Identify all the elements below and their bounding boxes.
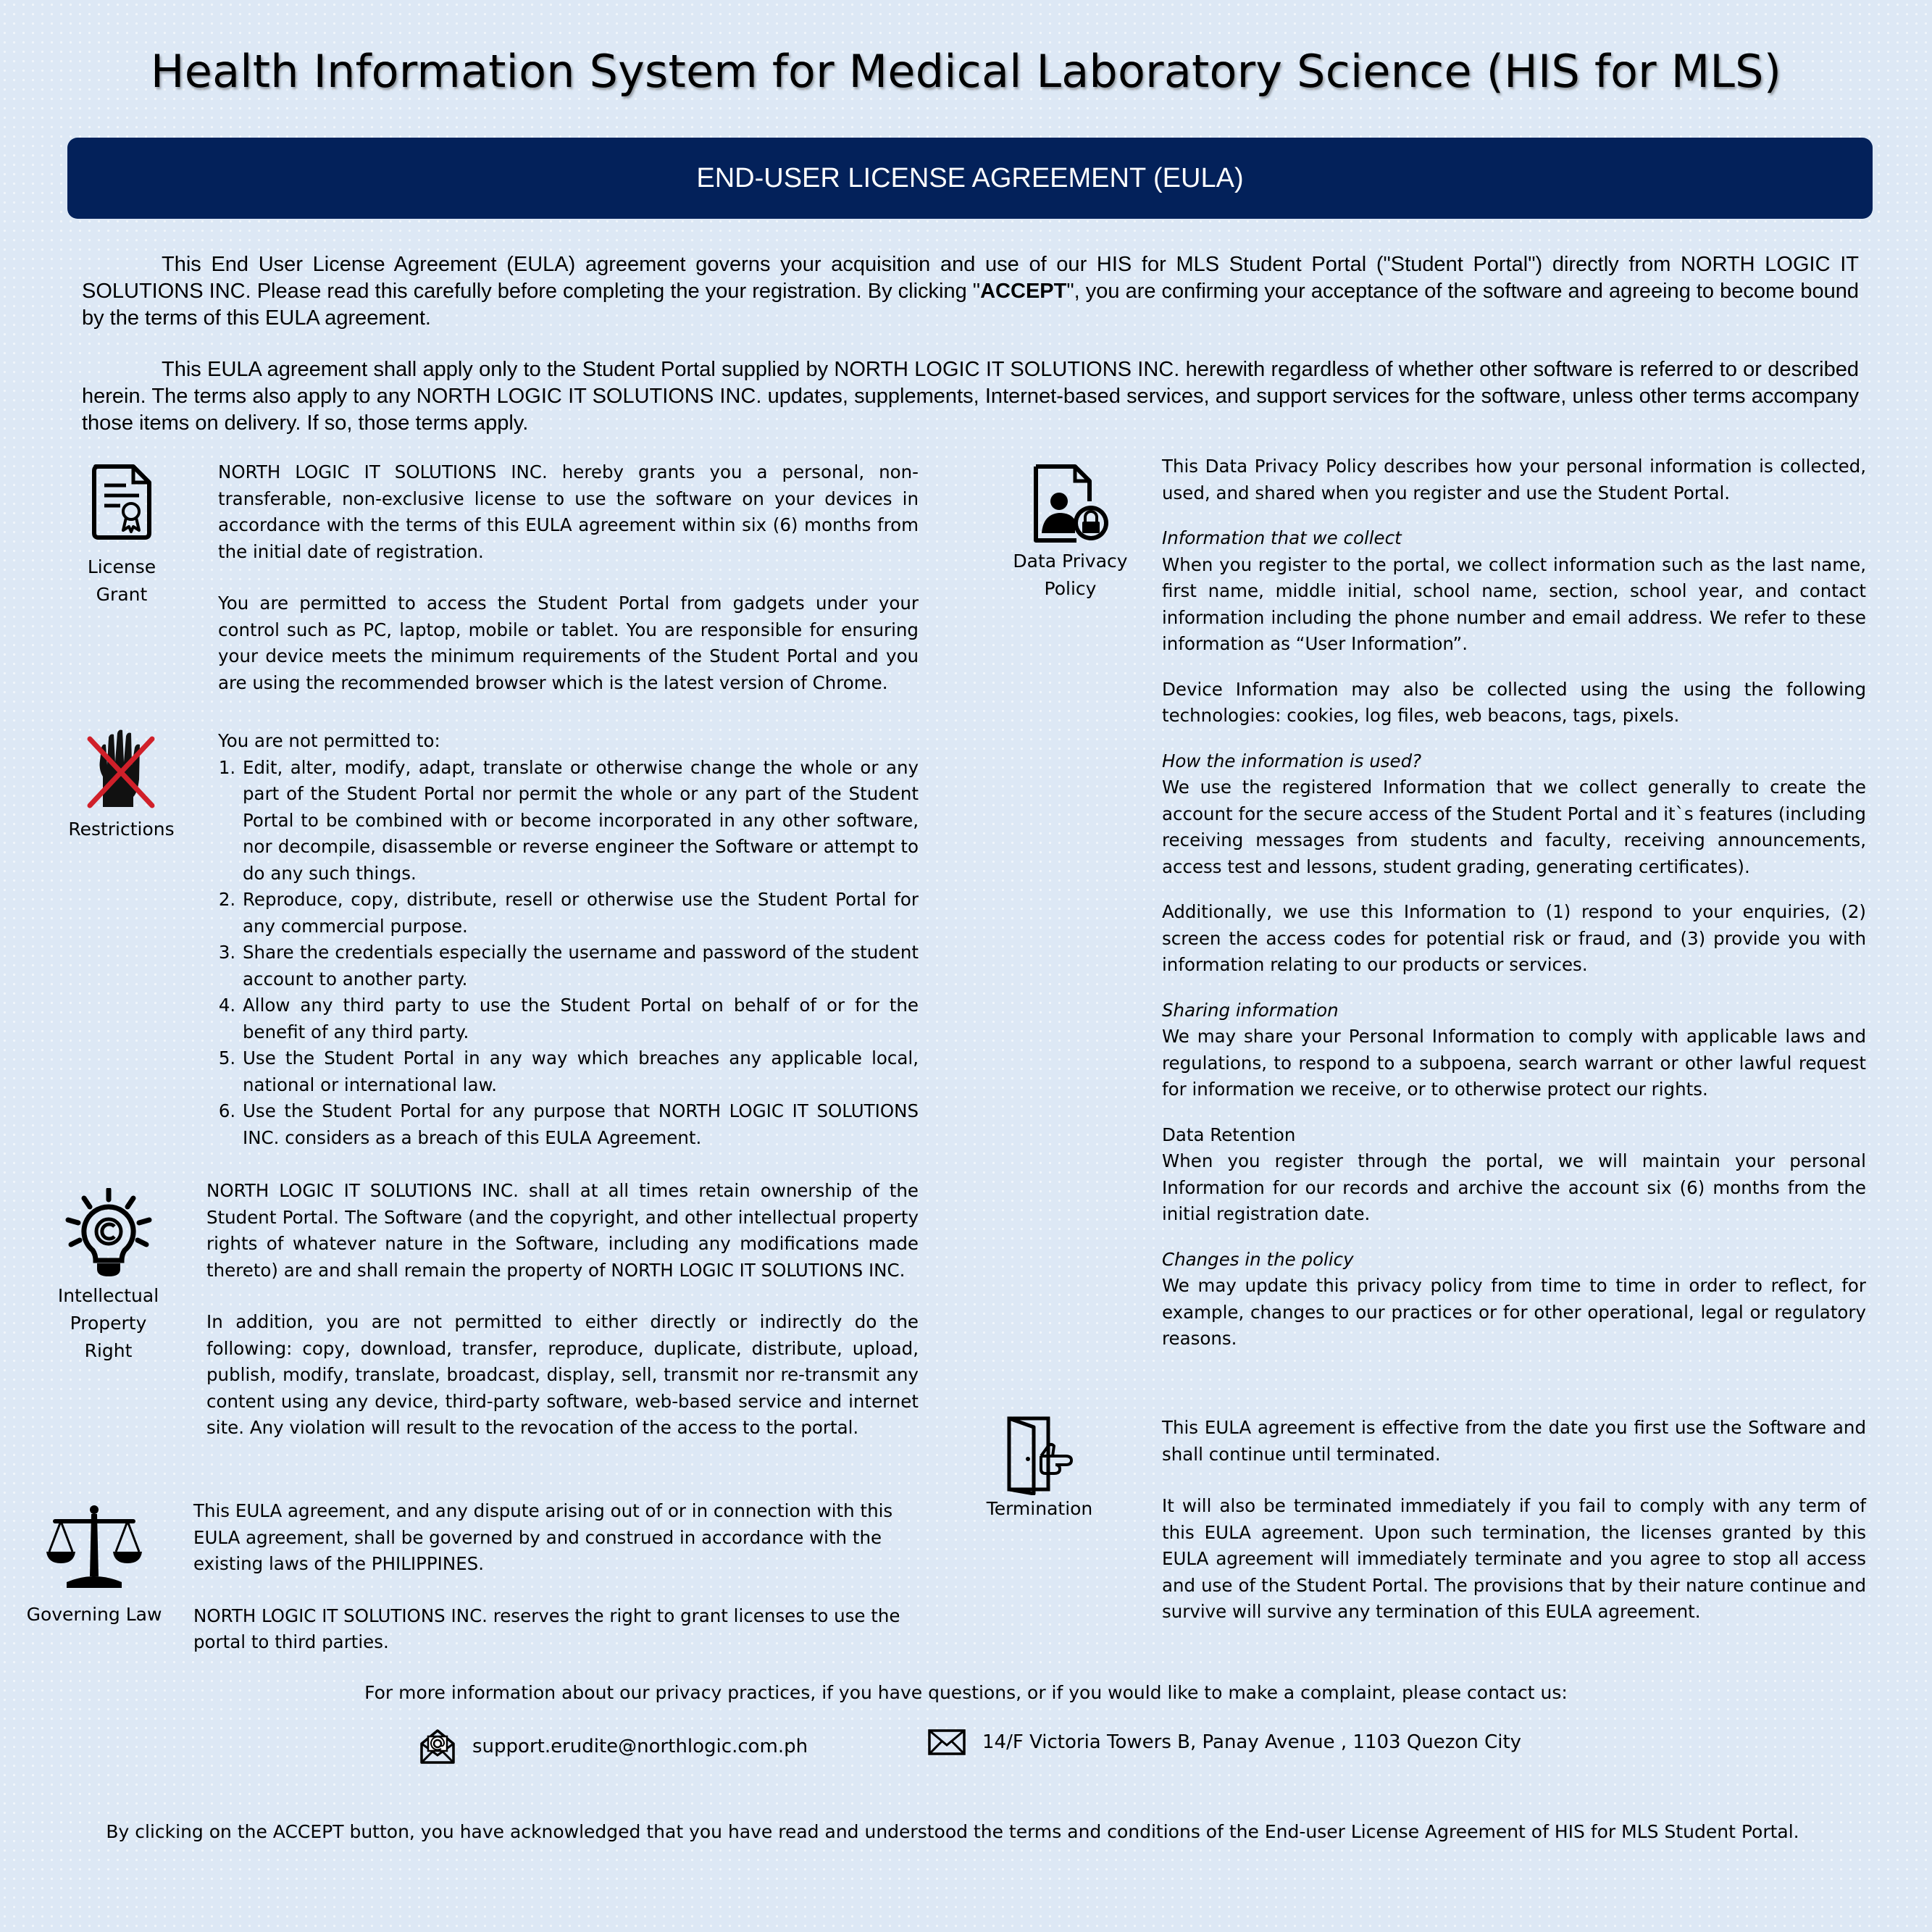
restriction-item: 5. Use the Student Portal in any way which breaches any applicable local, national or international law.: [241, 1045, 919, 1098]
restriction-item: 1. Edit, alter, modify, adapt, translate or otherwise change the whole or any part of the Student Portal nor permit the whole or any part of the Student Portal to be combined with or become incorporated in any other software, nor decompile, disassemble or reverse engineer the Software or attempt to do any such things.: [241, 755, 919, 887]
user-lock-document-icon: [1030, 464, 1111, 545]
paragraph-device-information: Device Information may also be collected using the using the following technologies: cookies, log files, web beacons, tags, pixels.: [1162, 678, 1866, 726]
license-grant-label: License Grant: [87, 556, 156, 605]
termination-text: [1162, 1415, 1866, 1651]
heading-data-retention: Data Retention: [1162, 1124, 1296, 1145]
license-grant-text: [218, 459, 919, 722]
restrictions-section-icon: [62, 726, 181, 843]
heading-information-collected: Information that we collect: [1162, 527, 1402, 548]
paragraph-information-used: We use the registered Information that we collect generally to create the account for the secure access of the Student Portal and it`s features (including receiving messages from students and faculty, receiving announcements, access test and lessons, student grading, generating certificates).: [1162, 777, 1866, 877]
license-grant-section-icon: [67, 462, 176, 609]
page-title: Health Information System for Medical Laboratory Science (HIS for MLS): [150, 45, 1782, 98]
termination-label: Termination: [986, 1498, 1093, 1519]
heading-policy-changes: Changes in the policy: [1162, 1248, 1354, 1270]
postal-address: 14/F Victoria Towers B, Panay Avenue , 1103 Quezon City: [982, 1731, 1522, 1753]
paragraph-data-retention: When you register through the portal, we will maintain your personal Information for our records and archive the account six (6) months from the initial registration date.: [1162, 1150, 1866, 1224]
restriction-item: 3. Share the credentials especially the username and password of the student account to another party.: [241, 940, 919, 992]
intellectual-property-label: Intellectual Property Right: [57, 1285, 159, 1361]
restriction-item: 6. Use the Student Portal for any purpose that NORTH LOGIC IT SOLUTIONS INC. considers as a breach of this EULA Agreement.: [241, 1098, 919, 1151]
email-address[interactable]: support.erudite@northlogic.com.ph: [472, 1736, 808, 1757]
scales-icon: [45, 1504, 143, 1589]
intro-paragraph-2: This EULA agreement shall apply only to the Student Portal supplied by NORTH LOGIC IT SOLUTIONS INC. herewith regardless of whether other software is referred to or described herein. The terms also apply to any NORTH LOGIC IT SOLUTIONS INC. updates, supplements, Internet-based services, and support services for the software, unless other terms accompany those items on delivery. If so, those terms apply.: [82, 358, 1859, 435]
governing-law-text: [193, 1498, 906, 1681]
data-privacy-text: [1162, 453, 1866, 1378]
copyright-lightbulb-icon: [64, 1188, 154, 1278]
restriction-item: 2. Reproduce, copy, distribute, resell or otherwise use the Student Portal for any commercial purpose.: [241, 887, 919, 940]
heading-sharing-information: Sharing information: [1162, 999, 1339, 1021]
acceptance-notice: By clicking on the ACCEPT button, you have acknowledged that you have read and understood the terms and conditions of the End-user License Agreement of HIS for MLS Student Portal.: [106, 1821, 1799, 1842]
paragraph-sharing-information: We may share your Personal Information to comply with applicable laws and regulations, to respond to a subpoena, search warrant or other lawful request for information we receive, or to otherwise protect our rights.: [1162, 1026, 1866, 1100]
intellectual-property-section-icon: [52, 1188, 164, 1365]
paragraph-policy-changes: We may update this privacy policy from time to time in order to reflect, for example, changes to our practices or for other operational, legal or regulatory reasons.: [1162, 1275, 1866, 1349]
governing-law-section-icon: [22, 1504, 167, 1628]
intellectual-property-paragraph-1: NORTH LOGIC IT SOLUTIONS INC. shall at all times retain ownership of the Student Portal. The Software (and the copyright, and other intellectual property rights of whatever nature in the Software, including any modifications made thereto) are and shall remain the property of NORTH LOGIC IT SOLUTIONS INC.: [206, 1180, 919, 1281]
license-grant-paragraph-2: You are permitted to access the Student Portal from gadgets under your control such as PC, laptop, mobile or tablet. You are responsible for ensuring your device meets the minimum requirements of the Student Portal and you are using the recommended browser which is the latest version of Chrome.: [218, 593, 919, 693]
intro-paragraph-1: This End User License Agreement (EULA) agreement governs your acquisition and use of our HIS for MLS Student Portal ("Student Portal") directly from NORTH LOGIC IT SOLUTIONS INC. Please read this carefully before completing the your registration. By clicking "ACCEPT", you are confirming your acceptance of the software and agreeing to become bound by the terms of this EULA agreement.: [82, 253, 1859, 330]
termination-paragraph-2: It will also be terminated immediately if you fail to comply with any term of this EULA agreement. Upon such termination, the licenses granted by this EULA agreement will immediately terminate and you agree to stop all access and use of the Student Portal. The provisions that by their nature continue and survive will survive any termination of this EULA agreement.: [1162, 1495, 1866, 1622]
restriction-item: 4. Allow any third party to use the Student Portal on behalf of or for the benefit of any third party.: [241, 992, 919, 1045]
heading-information-used: How the information is used?: [1162, 750, 1422, 771]
eula-banner: [67, 138, 1873, 219]
data-privacy-label: Data Privacy Policy: [1013, 551, 1128, 599]
intellectual-property-paragraph-2: In addition, you are not permitted to either directly or indirectly do the following: copy, download, transfer, reproduce, duplicate, distribute, upload, publish, modify, translate, broadcast, display, sell, transmit nor re-transmit any content using any device, third-party software, web-based service and internet site. Any violation will result to the revocation of the access to the portal.: [206, 1311, 919, 1438]
contact-address: [927, 1728, 1521, 1757]
accept-keyword: ACCEPT: [980, 280, 1067, 303]
contact-intro: For more information about our privacy practices, if you have questions, or if you would like to make a complaint, please contact us:: [364, 1682, 1568, 1703]
banner-title: END-USER LICENSE AGREEMENT (EULA): [696, 162, 1244, 193]
governing-law-label: Governing Law: [26, 1604, 162, 1625]
paragraph-information-collected: When you register to the portal, we collect information such as the last name, first name, middle initial, school name, section, school year, and contact information including the phone number and email address. We refer to these information as “User Information”.: [1162, 553, 1866, 654]
restrictions-intro: You are not permitted to:: [218, 730, 440, 751]
termination-paragraph-1: This EULA agreement is effective from the date you first use the Software and shall continue until terminated.: [1162, 1417, 1866, 1465]
no-hand-icon: [77, 726, 167, 816]
termination-section-icon: [978, 1414, 1101, 1523]
data-privacy-paragraph-intro: This Data Privacy Policy describes how your personal information is collected, used, and shared when you register and use the Student Portal.: [1162, 456, 1866, 503]
governing-law-paragraph-2: NORTH LOGIC IT SOLUTIONS INC. reserves the right to grant licenses to use the portal to third parties.: [193, 1605, 900, 1652]
envelope-icon: [927, 1728, 966, 1757]
governing-law-paragraph-1: This EULA agreement, and any dispute arising out of or in connection with this EULA agreement, shall be governed by and construed in accordance with the existing laws of the PHILIPPINES.: [193, 1500, 893, 1574]
paragraph-additional-use: Additionally, we use this Information to (1) respond to your enquiries, (2) screen the access codes for potential risk or fraud, and (3) provide you with information relating to our products or services.: [1162, 901, 1866, 975]
intellectual-property-text: [206, 1178, 919, 1467]
license-grant-paragraph-1: NORTH LOGIC IT SOLUTIONS INC. hereby grants you a personal, non-transferable, non-exclusive license to use the software on your devices in accordance with the terms of this EULA agreement within six (6) months from the initial date of registration.: [218, 461, 919, 562]
exit-door-icon: [1002, 1414, 1077, 1495]
data-privacy-section-icon: [1000, 464, 1141, 603]
certificate-document-icon: [85, 462, 158, 542]
contact-email: [419, 1728, 808, 1765]
restrictions-text: [218, 728, 919, 1151]
restrictions-label: Restrictions: [68, 819, 175, 840]
email-at-icon: [419, 1728, 456, 1765]
restrictions-list: [218, 755, 919, 1152]
